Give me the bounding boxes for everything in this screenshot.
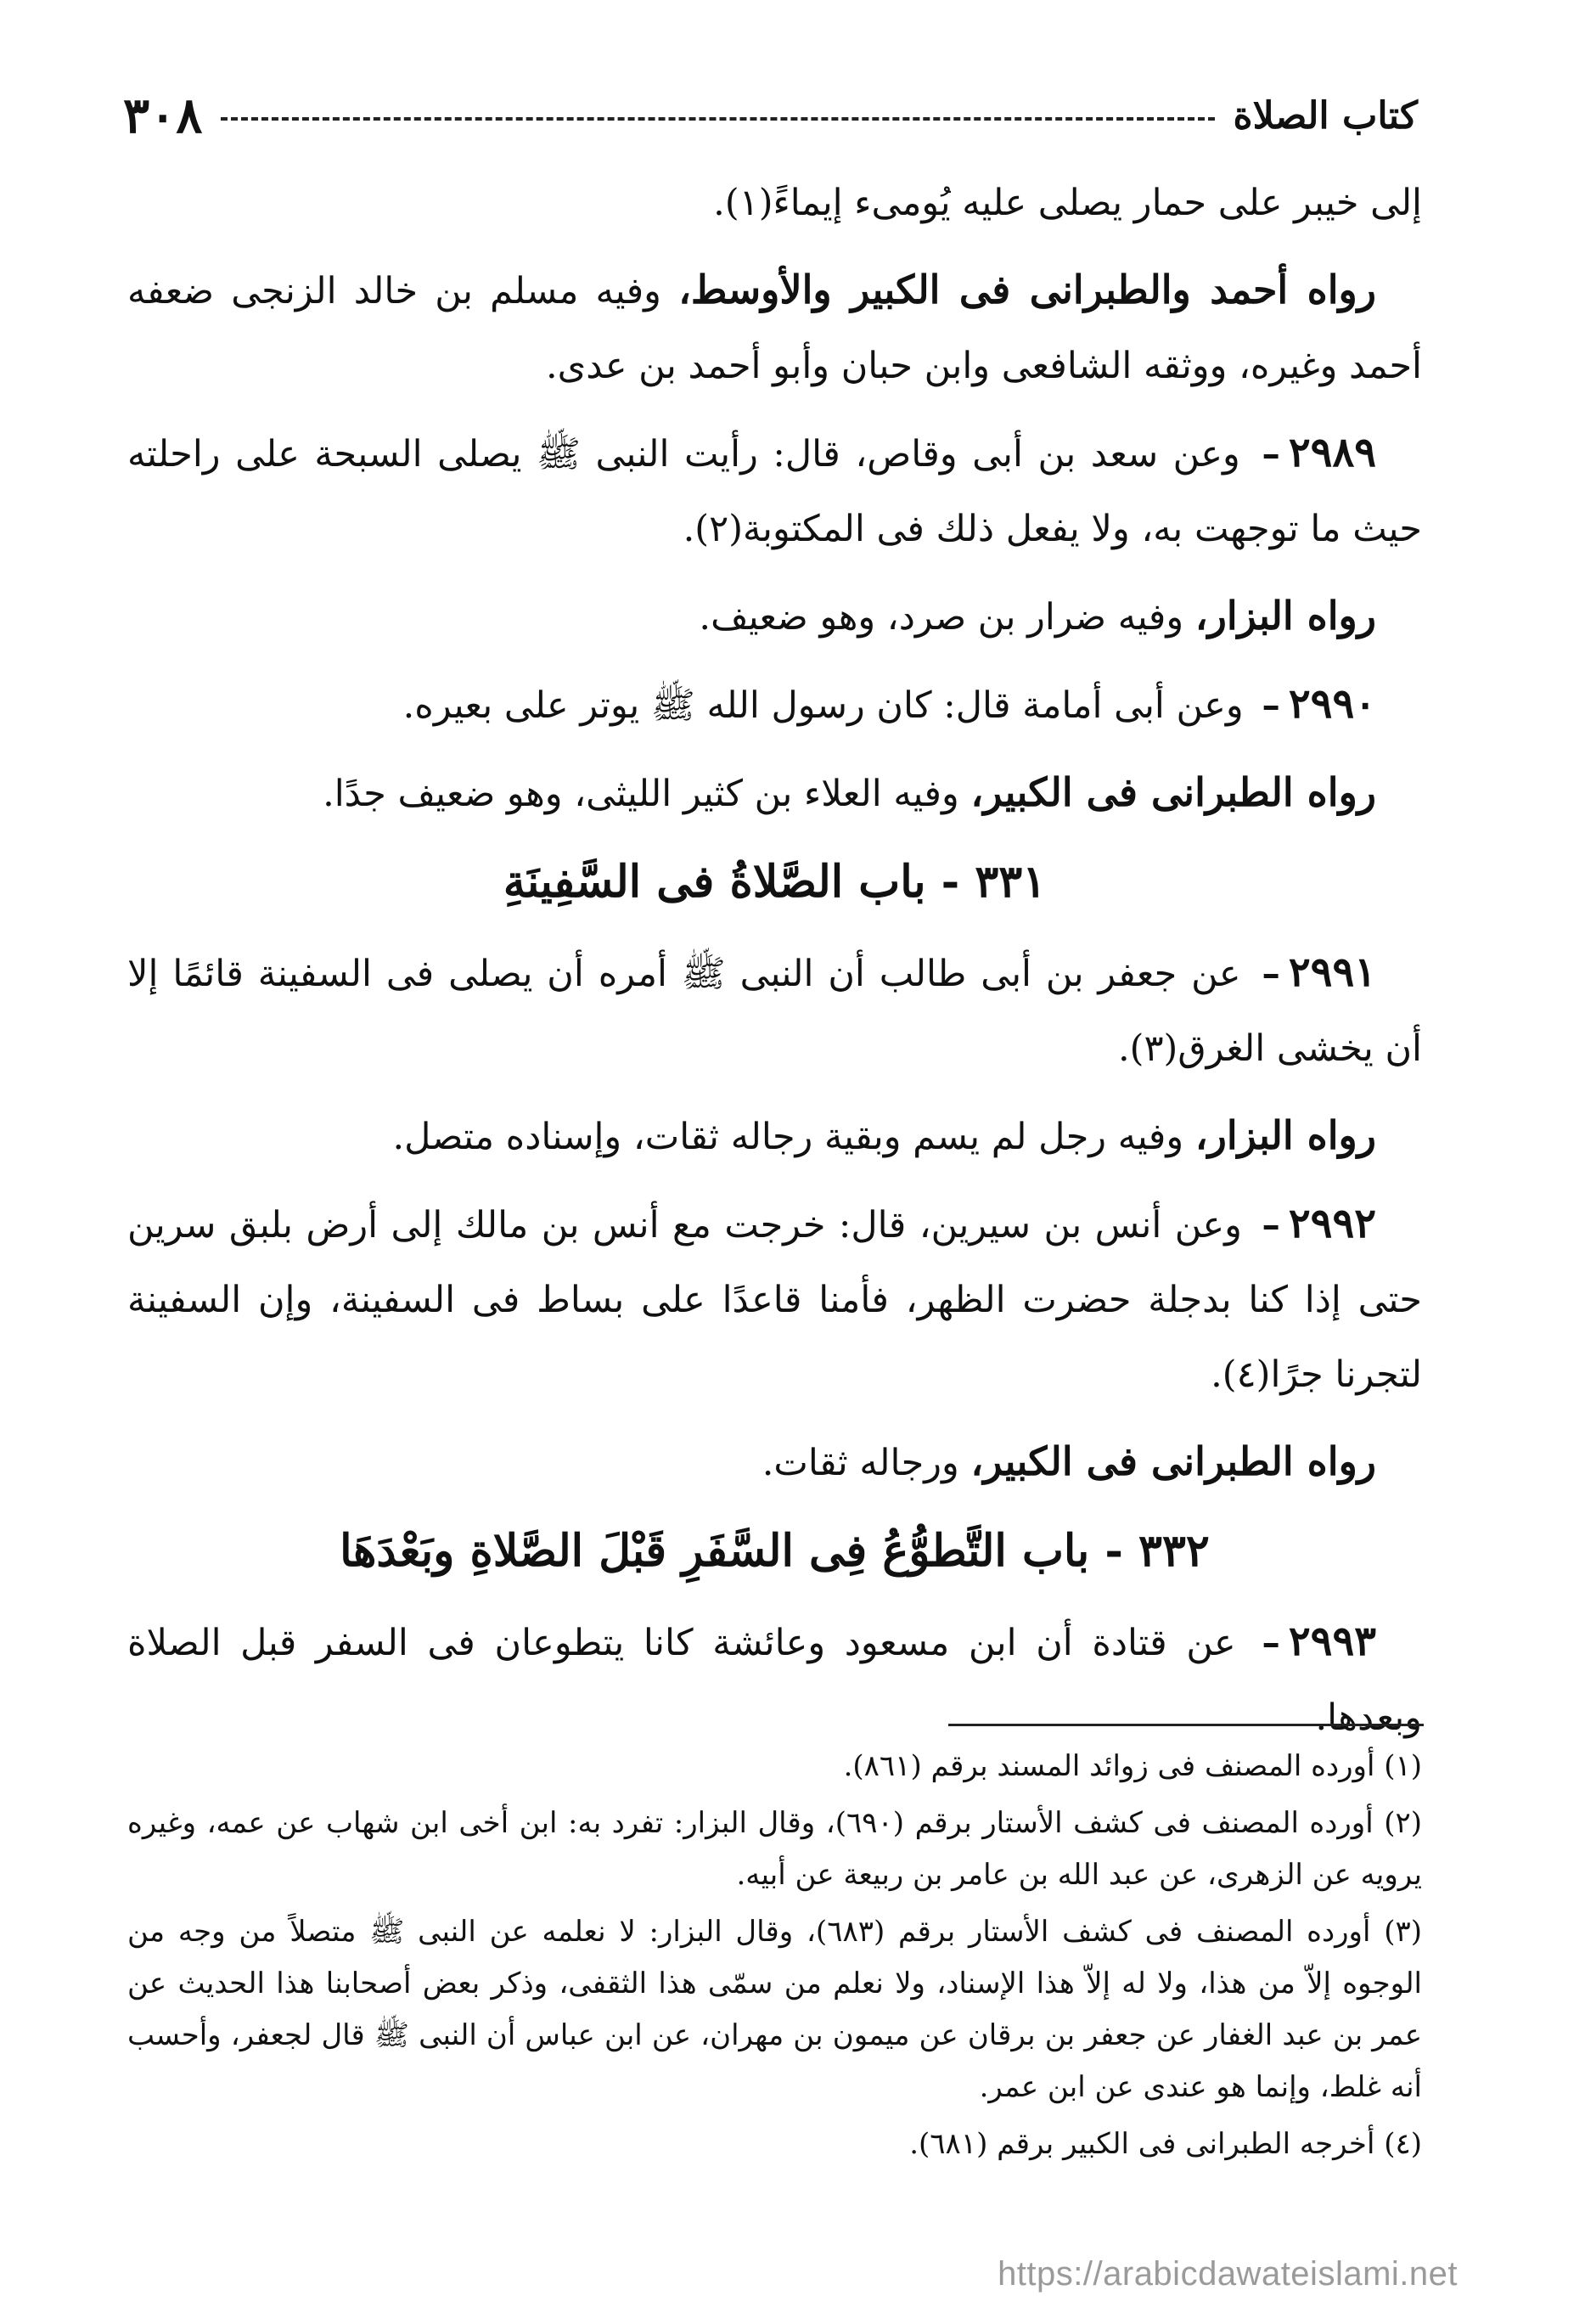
footnote-separator [948,1724,1424,1726]
source-note-text: وفيه العلاء بن كثير الليثى، وهو ضعيف جدًا. [323,773,959,815]
footnote-3: (٣) أورده المصنف فى كشف الأستار برقم (٦٨٣)، وقال البزار: لا نعلمه عن النبى ﷺ متصلاً من وجه من الوجوه إلاّ من هذا، ولا له إلاّ هذا الإسناد، ولا نعلم من سمّى هذا الثقفى، وذكر بعض أصحابنا هذا الحديث عن عمر بن عبد الغفار عن جعفر بن برقان عن ميمون بن مهران، عن ابن عباس أن النبى ﷺ قال لجعفر، وأحسب أنه غلط، وإنما هو عندى عن ابن عمر. [127,1915,1422,2104]
hadith-number: ٢٩٩٣ [1288,1618,1376,1665]
watermark-url: https://arabicdawateislami.net [998,2255,1458,2293]
hadith-number: ٢٩٩٢ [1288,1200,1377,1247]
hadith-source-note [127,578,1422,655]
hadith-text: عن قتادة أن ابن مسعود وعائشة كانا يتطوعان فى السفر قبل الصلاة وبعدها. [127,1622,1422,1739]
hadith-2993 [127,1604,1422,1755]
source-note-text: ورجاله ثقات. [762,1442,959,1484]
hadith-source-note [127,1424,1422,1500]
chapter-heading-331: ٣٣١ - باب الصَّلاةُ فى السَّفِينَةِ [503,856,1047,908]
source-label: رواه الطبرانى فى الكبير، [970,769,1376,815]
hadith-number: ٢٩٩١ [1288,948,1376,996]
hadith-2992 [127,1186,1422,1412]
hadith-text: وعن أبى أمامة قال: كان رسول الله ﷺ يوتر على بعيره. [402,684,1244,727]
header-dashed-rule [221,117,1214,121]
hadith-text: وعن أنس بن سيرين، قال: خرجت مع أنس بن مالك إلى أرض بلبق سرين حتى إذا كنا بدجلة حضرت الظهر، فأمنا قاعدًا على بساط فى السفينة، وإن السفينة لتجرنا جرًا(٤). [127,1204,1422,1396]
hadith-2990 [127,667,1422,743]
source-label: رواه الطبرانى فى الكبير، [970,1438,1376,1484]
hadith-source-note [127,252,1422,403]
source-note-text: وفيه ضرار بن صرد، وهو ضعيف. [699,596,1184,639]
number-dash: – [1262,684,1280,727]
number-dash: – [1262,1204,1280,1246]
source-label: رواه البزار، [1194,593,1376,639]
page-number: ٣٠٨ [123,87,203,144]
source-label: رواه البزار، [1194,1112,1376,1158]
number-dash: – [1262,1622,1280,1664]
hadith-text: وعن سعد بن أبى وقاص، قال: رأيت النبى ﷺ يصلى السبحة على راحلته حيث ما توجهت به، ولا يفعل ذلك فى المكتوبة(٢). [127,433,1422,550]
hadith-number: ٢٩٨٩ [1288,429,1376,476]
footnote-2: (٢) أورده المصنف فى كشف الأستار برقم (٦٩٠)، وقال البزار: تفرد به: ابن أخى ابن شهاب عن عمه، وغيره يرويه عن الزهرى، عن عبد الله بن عامر بن ربيعة عن أبيه. [127,1806,1422,1892]
footnote-4: (٤) أخرجه الطبرانى فى الكبير برقم (٦٨١). [909,2127,1422,2161]
hadith-text: عن جعفر بن أبى طالب أن النبى ﷺ أمره أن يصلى فى السفينة قائمًا إلا أن يخشى الغرق(٣). [127,953,1422,1070]
source-note-text: وفيه رجل لم يسم وبقية رجاله ثقات، وإسناده متصل. [392,1116,1184,1158]
paragraph-continuation [127,166,1422,240]
hadith-2991 [127,935,1422,1086]
source-note-text: وفيه مسلم بن خالد الزنجى ضعفه أحمد وغيره، ووثقه الشافعى وابن حبان وأبو أحمد بن عدى. [127,270,1422,387]
chapter-heading-332: ٣٣٢ - باب التَّطوُّعُ فِى السَّفَرِ قَبْلَ الصَّلاةِ وبَعْدَهَا [340,1525,1210,1577]
continuation-text: إلى خيبر على حمار يصلى عليه يُومىء إيماءً(١). [713,182,1422,224]
hadith-number: ٢٩٩٠ [1288,680,1376,728]
hadith-2989 [127,415,1422,566]
hadith-source-note [127,755,1422,831]
source-label: رواه أحمد والطبرانى فى الكبير والأوسط، [678,267,1376,312]
running-title: كتاب الصلاة [1233,93,1418,138]
number-dash: – [1262,433,1280,475]
footnotes [127,1741,1422,2175]
page-header [123,82,1418,149]
footnote-1: (١) أورده المصنف فى زوائد المسند برقم (٨٦١). [843,1749,1422,1783]
number-dash: – [1262,953,1280,995]
main-text [127,166,1422,1767]
hadith-source-note [127,1098,1422,1174]
